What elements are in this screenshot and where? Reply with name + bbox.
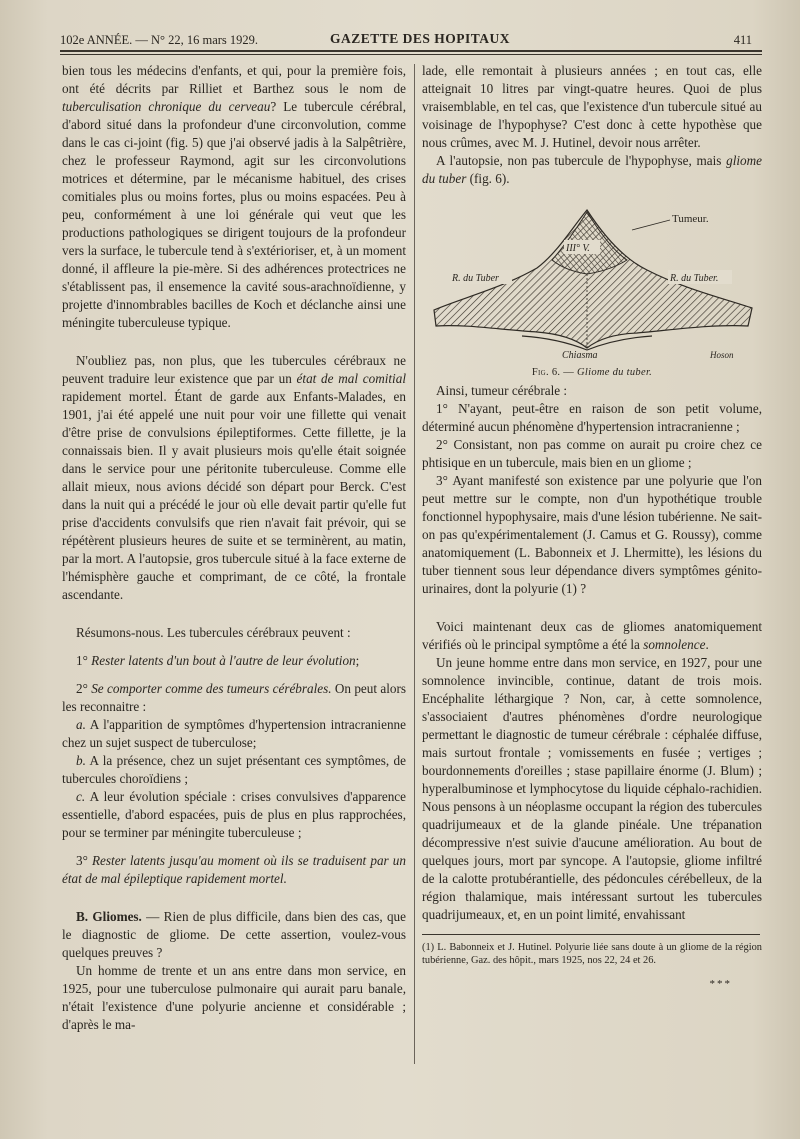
header-rule-thin — [60, 54, 762, 55]
list-item: 1° N'ayant, peut-être en raison de son petit volume, déterminé aucun phénomène d'hypertension intracranienne ; — [422, 401, 762, 434]
paragraph: N'oubliez pas, non plus, que les tubercules cérébraux ne peuvent traduire leur existence que par un état de mal comitial rapidement mortel. Étant de garde aux Enfants-Malades, en 1901, j'ai été appelé une nuit pour voir une fillette qui venait d'être prise de convulsions épileptiformes. Cette fillette, je la connaissais bien. Il y avait plusieurs mois qu'elle était soignée dans le service pour une péritonite tuberculeuse. Comme elle allait mieux, nous avions décidé son départ pour Berck. C'est dans la nuit qui a précédé le jour où elle devait partir qu'elle fut prise d'accidents convulsifs que rien n'avait fait prévoir, qui se répétèrent plusieurs heures de suite et se terminèrent, au matin, par la mort. A l'autopsie, gros tubercule situé à la face externe de l'hémisphère gauche et comprimant, de ce côté, la frontale ascendante. — [62, 353, 406, 602]
artist-signature: Hoson — [710, 350, 734, 360]
list-item: 2° Consistant, non pas comme on aurait pu croire chez ce phtisique en un tubercule, mais bien en un gliome ; — [422, 437, 762, 470]
list-item: 2° Se comporter comme des tumeurs cérébrales. On peut alors les reconnaitre : — [62, 681, 406, 714]
paragraph: A l'autopsie, non pas tubercule de l'hypophyse, mais gliome du tuber (fig. 6). — [422, 153, 762, 186]
label-left-tuber: R. du Tuber — [452, 273, 499, 284]
end-stars: *** — [709, 978, 732, 990]
list-item: 1° Rester latents d'un bout à l'autre de leur évolution; — [76, 653, 360, 668]
page-header — [60, 30, 760, 50]
journal-title: GAZETTE DES HOPITAUX — [330, 31, 511, 46]
section-heading: B. Gliomes. — [76, 909, 142, 924]
list-item: a. A l'apparition de symptômes d'hypertension intracranienne chez un sujet suspect de tuberculose; — [62, 717, 406, 750]
paragraph: bien tous les médecins d'enfants, et qui, pour la première fois, ont été décrits par Rilliet et Barthez sous le nom de tuberculisation chronique du cerveau? Le tubercule cérébral, d'abord situé dans la profondeur d'une circonvolution, comme dans le cas ci-joint (fig. 5) que j'ai observé jadis à la Salpêtrière, chez le professeur Raymond, agit sur les circonvolutions motrices et détermine, par le mécanisme habituel, des crises comitiales plus ou moins fortes, plus ou moins espacées. Peu à peu, conformément à une loi générale qui veut que les productions pathologiques se dirigent toujours de la profondeur vers la surface, le tubercule tend à s'extérioriser, et, à un moment donné, il affleure la pie-mère. Si des adhérences protectrices ne s'établissent pas, il ensemence la cavité sous-arachnoïdienne, y projette d'innombrables bacilles de Koch et déclanche ainsi une méningite tuberculeuse typique. — [62, 63, 406, 330]
figure-6-gliome-diagram — [422, 198, 760, 360]
right-column — [422, 62, 762, 993]
label-iii-v: III° V. — [566, 243, 590, 254]
footnote-rule — [422, 934, 760, 935]
issue-info: 102e ANNÉE. — N° 22, 16 mars 1929. — [60, 33, 259, 47]
footnote: (1) L. Babonneix et J. Hutinel. Polyurie liée sans doute à un gliome de la région tubérienne, Gaz. des hôpit., mars 1925, nos 22, 24 et 26. — [422, 942, 762, 966]
paragraph: Un jeune homme entre dans mon service, en 1927, pour une somnolence invincible, continue, datant de trois mois. Encéphalite léthargique ? Non, car, à cette somnolence, s'associaient d'autres phénomènes d'ordre neurologique permettant le diagnostic de tumeur cérébrale : céphalée diffuse, mais surtout frontale ; vomissements en fusée ; vertiges ; bourdonnements d'oreilles ; stase papillaire énorme (J. Blum) ; hyperalbuminose et lymphocytose du liquide céphalo-rachidien. Nous pensons à un néoplasme occupant la région des tubercules quadrijumeaux et de la glande pinéale. Une trépanation décompressive n'est suivie d'aucune amélioration. Au bout de quelques jours, mort par syncope. A l'autopsie, gliome infiltré de la calotte protubérantielle, des pédoncules cérébelleux, de la région thalamique, mais intéressant surtout les tubercules quadrijumeaux, et, en un point limité, envahissant — [422, 655, 762, 922]
header-rule-thick — [60, 50, 762, 52]
paragraph: Ainsi, tumeur cérébrale : — [436, 383, 568, 398]
paragraph: Un homme de trente et un ans entre dans mon service, en 1925, pour une tuberculose pulmonaire qui aurait paru banale, n'était l'existence d'une polyurie ancienne et considérable ; d'après le ma- — [62, 963, 406, 1032]
section-paragraph: B. Gliomes. — Rien de plus difficile, dans bien des cas, que le diagnostic de gliome. De cette assertion, voulez-vous quelques preuves ? — [62, 909, 406, 960]
label-chiasma: Chiasma — [562, 350, 598, 360]
paragraph: Voici maintenant deux cas de gliomes anatomiquement vérifiés où le principal symptôme a été la somnolence. — [422, 619, 762, 652]
list-item: c. A leur évolution spéciale : crises convulsives d'apparence essentielle, d'abord espacées, puis de plus en plus rapprochées, pour se terminer par méningite tuberculeuse ; — [62, 789, 406, 840]
list-item: 3° Rester latents jusqu'au moment où ils se traduisent par un état de mal épileptique rapidement mortel. — [62, 853, 406, 886]
left-column — [62, 62, 406, 1034]
list-item: 3° Ayant manifesté son existence par une polyurie que l'on peut mettre sur le compte, non d'un hypothétique trouble fonctionnel hypophysaire, mais d'une lésion tubérienne. Ne sait-on pas qu'expérimentalement (J. Camus et G. Roussy), comme anatomiquement (L. Babonneix et J. Lhermitte), les lésions du tuber tiennent sous leur dépendance divers symptômes génito-urinaires, dont la polyurie (1) ? — [422, 473, 762, 596]
label-right-tuber: R. du Tuber. — [670, 273, 719, 284]
gliome-illustration — [422, 198, 760, 360]
page-number: 411 — [733, 33, 752, 47]
figure-caption: Fig. 6. — Gliome du tuber. — [531, 367, 653, 378]
label-tumeur: Tumeur. — [672, 213, 709, 225]
column-divider — [414, 64, 415, 1064]
paragraph: Résumons-nous. Les tubercules cérébraux peuvent : — [76, 625, 351, 640]
paragraph: lade, elle remontait à plusieurs années ; en tout cas, elle atteignait 10 litres par vingt-quatre heures. Quoi de plus vraisemblable, en tel cas, que l'existence d'un tubercule situé au voisinage de l'hypophyse? C'est donc à cette hypothèse que nous crûmes, avec M. J. Hutinel, devoir nous arrêter. — [422, 63, 762, 150]
list-item: b. A la présence, chez un sujet présentant ces symptômes, de tubercules choroïdiens ; — [62, 753, 406, 786]
